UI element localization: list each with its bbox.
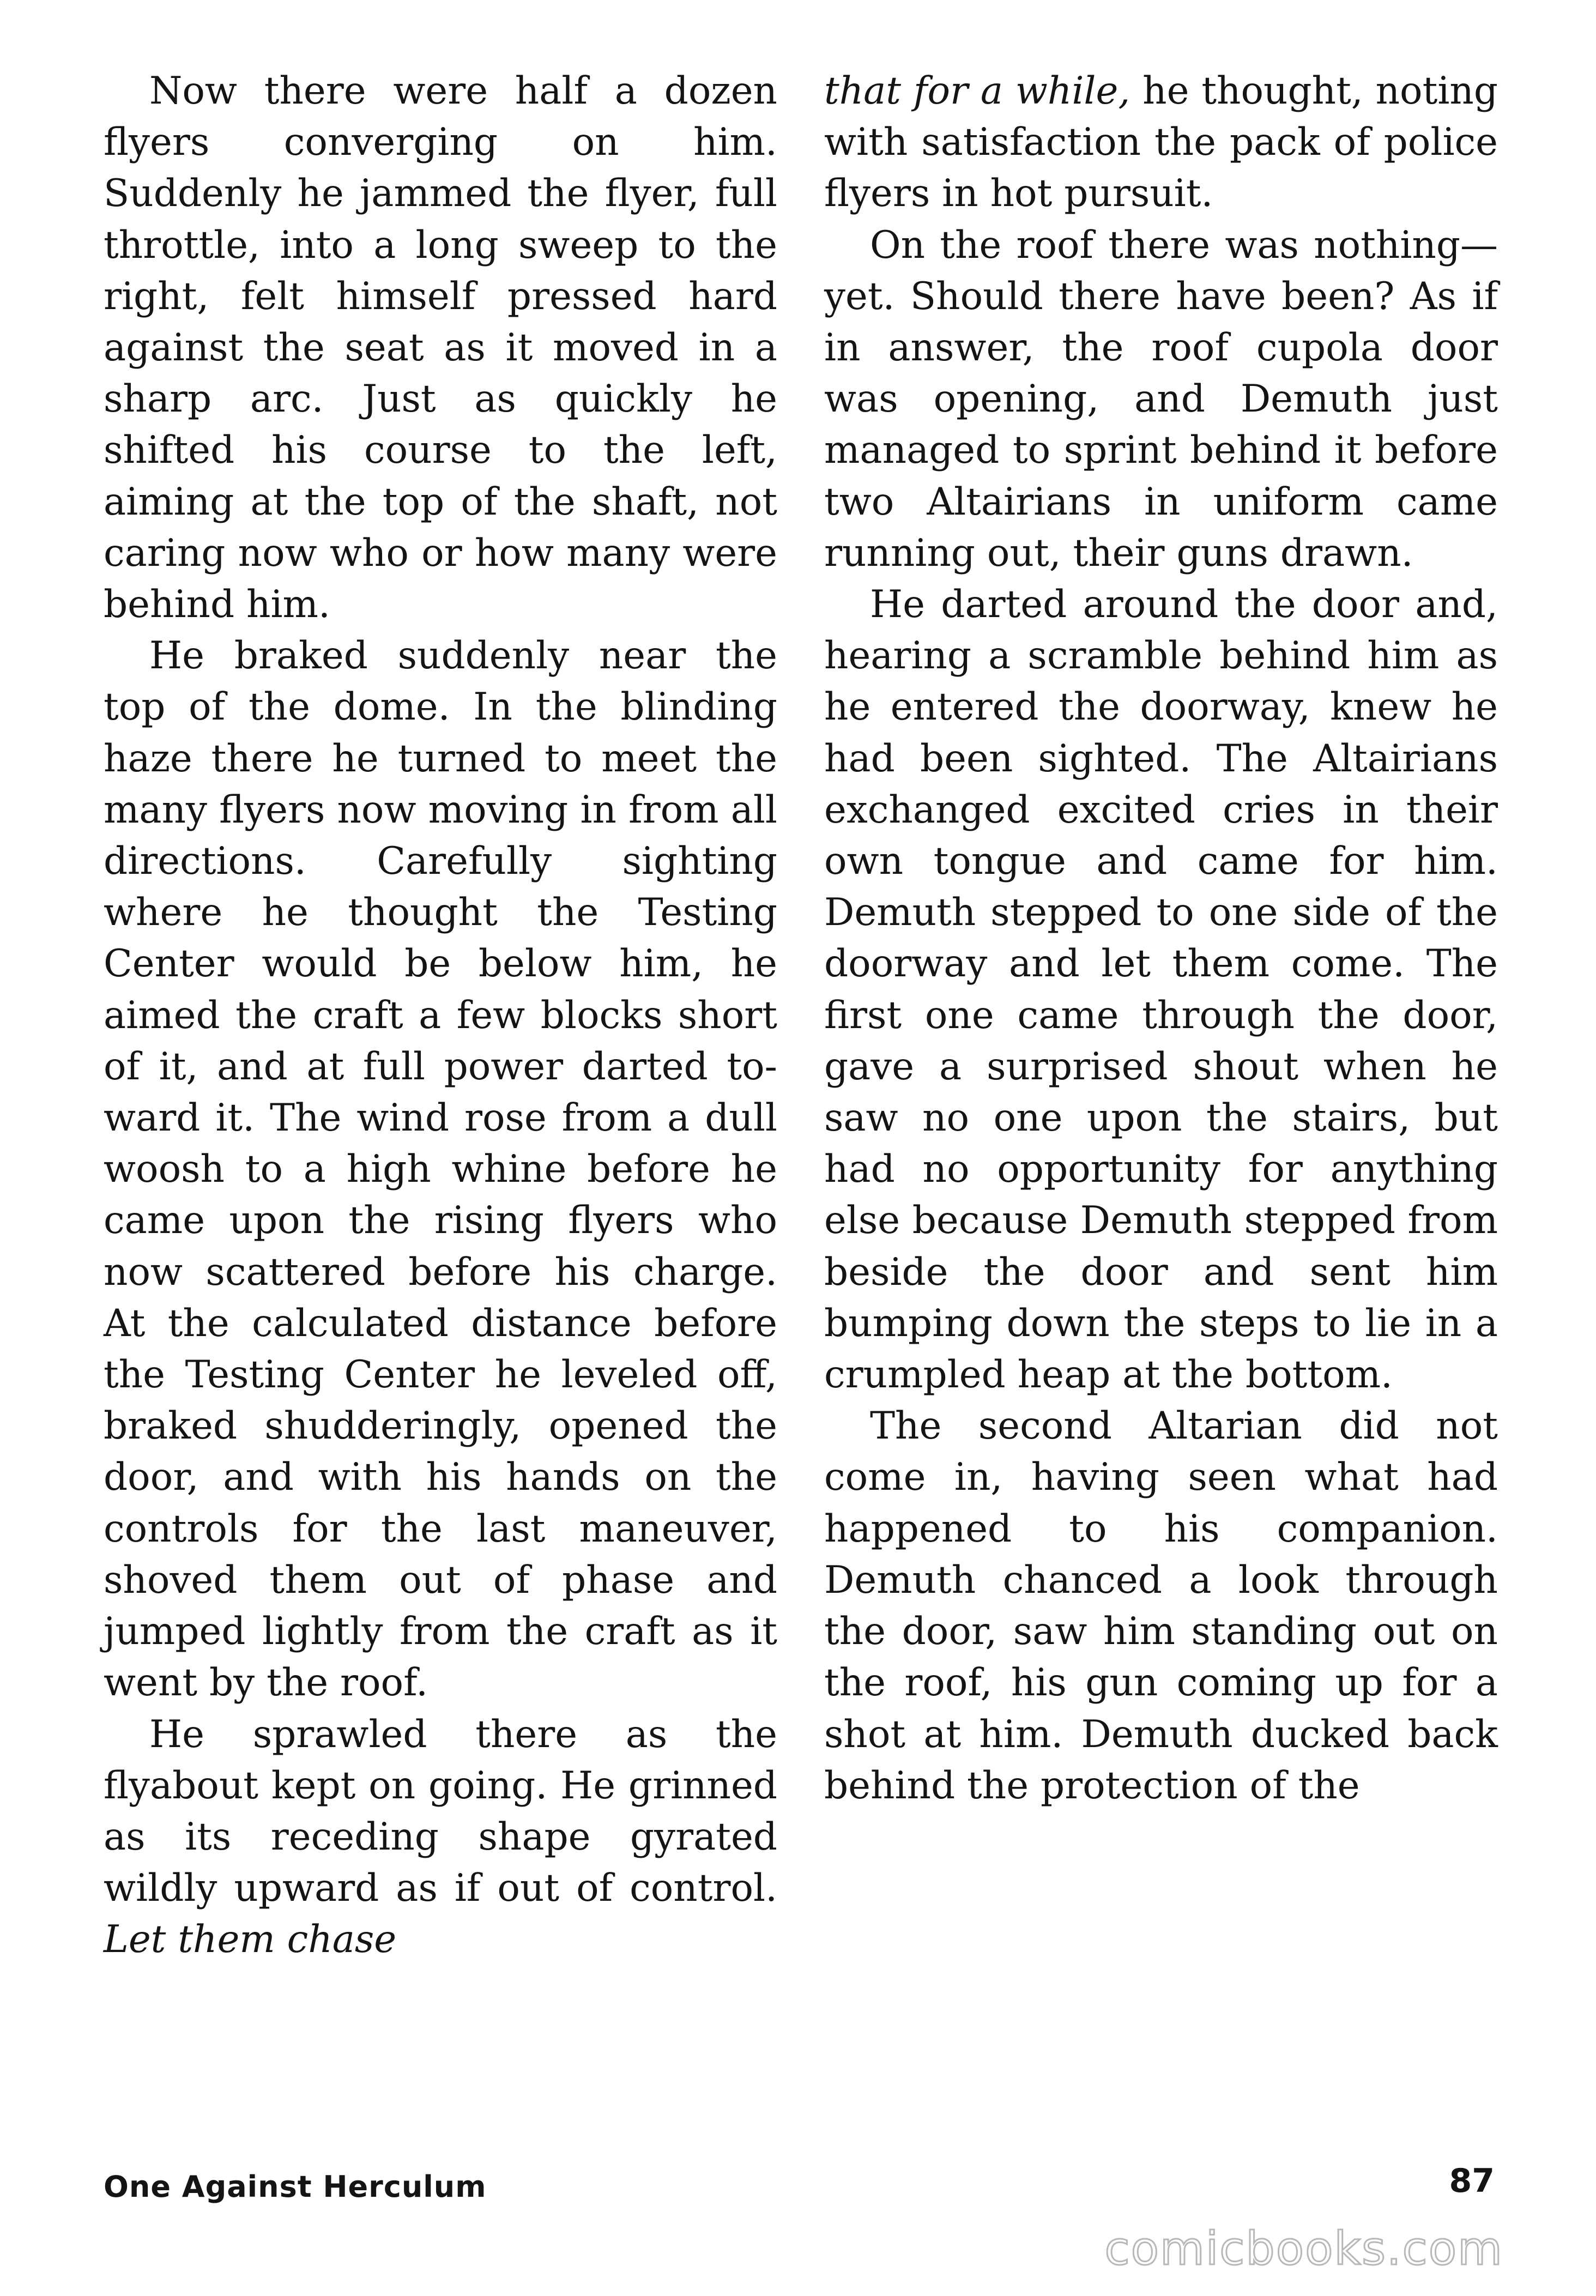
continued-paragraph <box>824 65 1498 220</box>
italic-text: Let them chase <box>104 1918 397 1962</box>
paragraph-text: He sprawled there as the flyabout kept on going. He grinned as its receding shape gyrated wildly upward as if out of control. <box>104 1712 777 1911</box>
paragraph: The second Altarian did not come in, having seen what had happened to his companion. Demuth chanced a look through the door, saw him standing out on the roof, his gun coming up for a shot at him. Demuth ducked back behind the protection of the <box>824 1404 1498 1808</box>
left-text-column <box>104 65 777 1966</box>
page-number: 87 <box>1449 2162 1495 2200</box>
italic-text: that for a while, <box>824 69 1130 113</box>
watermark: comicbooks.com <box>1104 2222 1503 2275</box>
running-footer-title: One Against Herculum <box>104 2170 487 2204</box>
paragraph: Now there were half a dozen flyers converging on him. Suddenly he jammed the flyer, full throttle, into a long sweep to the right, felt himself pressed hard against the seat as it moved in a sharp arc. Just as quickly he shifted his course to the left, aiming at the top of the shaft, not caring now who or how many were behind him. <box>104 69 777 627</box>
paragraph <box>104 1709 777 1966</box>
paragraph: He braked suddenly near the top of the dome. In the blinding haze there he turned to meet the many flyers now moving in from all directions. Carefully sighting where he thought the Testing Center would be below him, he aimed the craft a few blocks short of it, and at full power darted toward it. The wind rose from a dull woosh to a high whine before he came upon the rising flyers who now scattered before his charge. At the calculated distance before the Testing Center he leveled off, braked shudderingly, opened the door, and with his hands on the controls for the last maneuver, shoved them out of phase and jumped lightly from the craft as it went by the roof. <box>104 634 777 1705</box>
right-text-column <box>824 65 1498 1811</box>
paragraph-text: he thought, noting with satisfaction the pack of police flyers in hot pursuit. <box>824 69 1498 216</box>
paragraph: He darted around the door and, hearing a scramble behind him as he entered the doorway, knew he had been sighted. The Altairians exchanged excited cries in their own tongue and came for him. Demuth stepped to one side of the doorway and let them come. The first one came through the door, gave a surprised shout when he saw no one upon the stairs, but had no opportunity for anything else because Demuth stepped from beside the door and sent him bumping down the steps to lie in a crumpled heap at the bottom. <box>824 583 1498 1397</box>
paragraph: On the roof there was nothing—yet. Should there have been? As if in answer, the roof cupola door was opening, and Demuth just managed to sprint behind it before two Altairians in uniform came running out, their guns drawn. <box>824 223 1498 575</box>
